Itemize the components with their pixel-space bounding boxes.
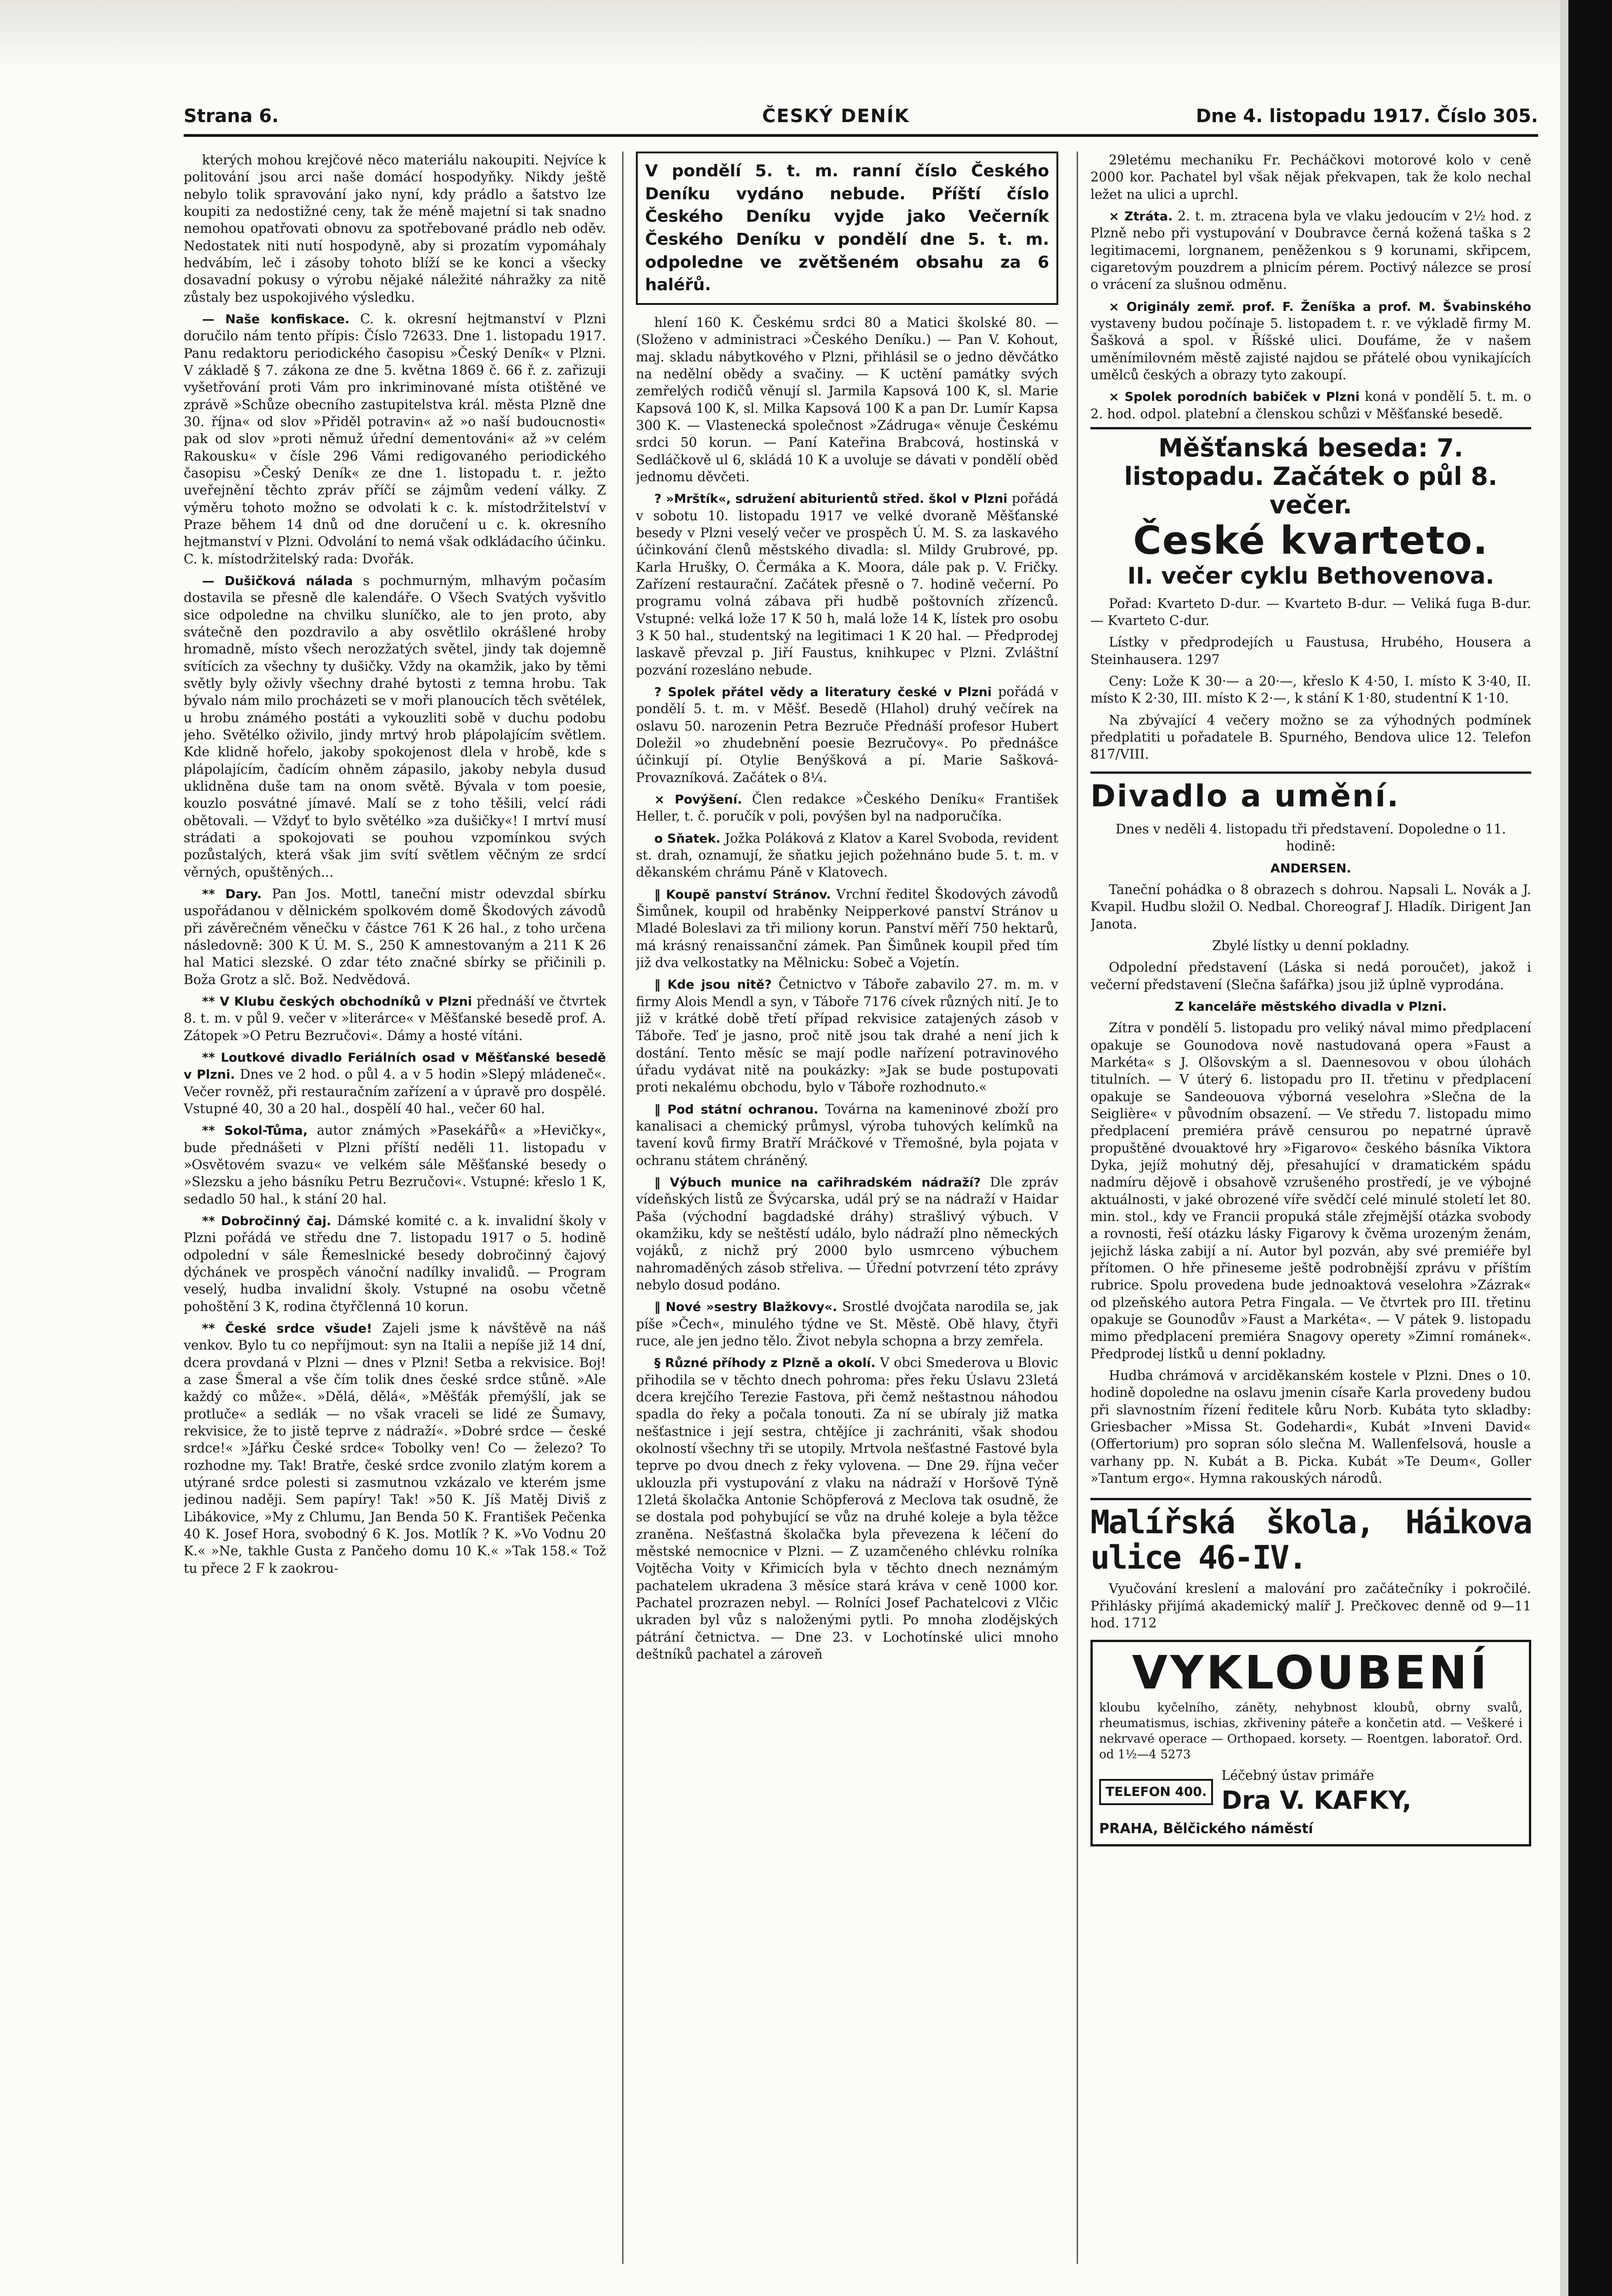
article-text: přednáší ve čtvrtek 8. t. m. v půl 9. večer v »literárce« v Měšťanské besedě prof. A. Zátopek »O Petru Bezručovi«. Dámy a hosté vítáni. [184,993,606,1043]
article-dobrocinny-caj [184,1212,606,1315]
scan-top-shade [0,0,1561,69]
article-paragraph: hlení 160 K. Českému srdci 80 a Matici školské 80. — (Složeno v administraci »Českého Deníku.) — Pan V. Kohout, maj. skladu nábytkového v Plzni, přihlásil se o jedno děvčátko na nedělní obědy a svačiny. — K uctění památky svých zemřelých rodičů věnují sl. Jarmila Kapsová 100 K, sl. Marie Kapsová 100 K, sl. Milka Kapsová 100 K a pan Dr. Lumír Kapsa 300 K. — Vlastenecká společnost »Zádruga« věnuje Českému srdci 50 korun. — Paní Kateřina Brabcová, hostinská v Sedláčkově ul 6, skládá 10 K a uvoluje se dávati v pondělí oběd jednomu děvčeti. [636,315,1058,484]
article-heading: ** Dary. [202,887,262,901]
column-1 [184,152,606,2264]
article-text: C. k. okresní hejtmanství v Plzni doručilo nám tento přípis: Číslo 72633. Dne 1. listopadu 1917. Panu redaktoru periodického časopisu »Český Deník« v Plzni. V základě § 7. zákona ze dne 5. května 1869 č. 66 ř. z. zařizuji vyšetřování proti Vám pro inkriminované místa otištěné ve zprávě »Schůze obecního zastupitelstva král. města Plzně dne 30. října« od slov »Přiděl potravin« až »o naší budoucnosti« pak od slov »proti němuž úřední dementováni« až »v celém Rakousku« v čísle 296 Vámi redigovaného periodického časopisu »Český Deník« ze dne 1. listopadu t. r. ježto uveřejnění těchto zpráv příčí se zájmům vedení války. Z výměru tohoto možno se odvolati k c. k. místodržitelství v Praze během 14 dnů od dne doručení u c. k. okresního hejtmanství v Plzni. Odvolání to nemá však odkládacího účinku. C. k. místodržitelský rada: Dvořák. [184,311,606,567]
play-title: ANDERSEN. [1270,861,1351,876]
article-spolek-babicek [1090,388,1531,422]
clinic-label: Léčebný ústav primáře [1221,1768,1374,1784]
article-heading: Z kanceláře městského divadla v Plzni. [1174,1000,1447,1014]
article-heading: ** Dobročinný čaj. [202,1214,331,1228]
article-naše-konfiskace [184,310,606,568]
concert-tickets: Lístky v předprodejích u Faustusa, Hrubého, Housera a Steinhausera. 1297 [1090,635,1531,667]
article-text: 2. t. m. ztracena byla ve vlaku jedoucím v 2½ hod. z Plzně nebo při vystupování v Doubravce černá kožená taška s 2 legitimacemi, lorgnanem, peněženkou s 9 korunami, skřipcem, cigaretovým pouzdrem a plnicím pérem. Poctivý nálezce se prosí o vrácení za slušnou odměnu. [1090,208,1531,293]
theatre-tickets: Zbylé lístky u denní pokladny. [1212,938,1410,954]
clinic-ad-text: kloubu kyčelního, záněty, nehybnost kloubů, obrny svalů, rheumatismus, ischias, zkřiveniny páteře a končetin atd. — Veškeré i nekrvavé operace — Orthopaed. korsety. — Roentgen. laboratoř. Ord. od 1½—4 5273 [1099,1701,1522,1761]
page-number: Strana 6. [184,106,279,127]
article-heading: ** Loutkové divadlo Feriálních osad v Měšťanské besedě v Plzni. [184,1050,606,1082]
theatre-intro: Dnes v neděli 4. listopadu tři představení. Dopoledne o 11. hodině: [1115,822,1506,854]
article-heading: × Spolek porodních babiček v Plzni [1109,390,1360,405]
clinic-doctor: Dra V. KAFKY, [1221,1785,1412,1815]
theatre-soldout: Odpolední představení (Láska si nedá poroučet), jakož i večerní představení (Slečna šafářka) jsou již úplně vyprodána. [1090,960,1531,992]
theatre-play-desc: Taneční pohádka o 8 obrazech s dohrou. Napsali L. Novák a J. Kvapil. Hudbu složil O. Nedbal. Choreograf J. Hladík. Dirigent Jan Janota. [1090,882,1531,932]
article-text: Vrchní ředitel Škodových závodů Šimůnek, koupil od hraběnky Neipperkové panství Stránov u Mladé Boleslavi za tři miliony korun. Panství měří 750 hektarů, má krásný renaissanční zámek. Pan Šimůnek koupil před tím již dva velkostatky na Mělnicku: Sobeč a Vojetín. [636,886,1058,970]
article-text: Dámské komité c. a k. invalidní školy v Plzni pořádá ve středu dne 7. listopadu 1917 o 5. hodině odpolední v sále Řemeslnické besedy dobročinný čajový dýchánek ve prospěch vánoční nadílky invalidů. — Program veselý, hudba invalidní školy. Vstupné na osobu včetně pohoštění 3 K, rodina čtyřčlenná 10 korun. [184,1213,606,1314]
article-kde-jsou-nite [636,976,1058,1096]
article-heading: § Různé příhody z Plzně a okolí. [654,1356,876,1371]
article-text: pořádá v sobotu 10. listopadu 1917 ve velké dvoraně Měšťanské besedy v Plzni veselý večer ve prospěch Ú. M. S. za laskavého účinkování členů městského divadla: sl. Mildy Grubrové, pp. Karla Hrušky, O. Čermáka a K. Moora, dále pak p. V. Fričky. Zařízení restaurační. Začátek přesně o 7. hodině večerní. Po programu volná zábava při hudbě poštovních zřízenců. Vstupné: velká lože 17 K 50 h, malá lože 14 K, lístek pro osobu 3 K 50 hal., studentský na legitimaci 1 K 20 hal. — Předprodej laskavě převzal p. Jiří Faustus, knihkupec v Plzni. Zvláštní pozvání rozesláno nebude. [636,491,1058,678]
article-dušičková-nálada [184,572,606,881]
concert-ad-subtitle: II. večer cyklu Bethovenova. [1127,562,1494,589]
clinic-address: PRAHA, Bělčického náměstí [1099,1820,1313,1837]
painting-school-ad-text: Vyučování kreslení a malování pro začátečníky i pokročilé. Přihlásky přijímá akademický malíř J. Prečkovec denně od 9—11 hod. 1712 [1090,1581,1531,1631]
notice-box: V pondělí 5. t. m. ranní číslo Českého Deníku vydáno nebude. Příští číslo Českého Deníku vyjde jako Večerník Českého Deníku v pondělí dne 5. t. m. odpoledne ve zvětšeném obsahu za 6 haléřů. [636,152,1058,305]
issue-date: Dne 4. listopadu 1917. Číslo 305. [1196,106,1538,127]
scan-dark-margin [1568,0,1612,2296]
article-text: Srostlé dvojčata narodila se, jak píše »Čech«, minulého týdne ve St. Městě. Obě hlavy, čtyři ruce, ale jen jedno tělo. Život nebyla schopna a brzy zemřela. [636,1299,1058,1349]
article-heading: o Sňatek. [654,831,721,846]
article-heading: ‖ Kde jsou nitě? [654,978,772,992]
clinic-phone: TELEFON 400. [1099,1779,1213,1805]
article-heading: ‖ Nové »sestry Blažkovy«. [654,1300,837,1315]
column-2 [636,152,1058,2264]
article-heading: ** Sokol-Tůma, [202,1124,308,1138]
article-dary [184,885,606,988]
article-ceske-srdce [184,1320,606,1577]
article-paragraph: 29letému mechaniku Fr. Pecháčkovi motorové kolo v ceně 2000 kor. Pachatel byl však nějak překvapen, tak že kolo nechal ležet na ulici a uprchl. [1090,152,1531,202]
article-text: vystaveny budou počínaje 5. listopadem t. r. ve výkladě firmy M. Šašková a spol. v Říšské ulici. Doufáme, že v našem uměnímilovném městě zajisté najdou se přátelé obou vynikajících umělců českých a obrazy tyto zakoupí. [1090,316,1531,383]
section-title-theatre: Divadlo a umění. [1090,771,1531,816]
column-3 [1090,152,1531,2264]
article-loutkove-divadlo [184,1049,606,1117]
article-heading: ‖ Koupě panství Stránov. [654,887,831,902]
clinic-doctor-block [1221,1767,1411,1817]
article-ztrata [1090,208,1531,293]
article-koupe-panstvi [636,886,1058,972]
column-divider [1077,152,1078,2264]
clinic-ad-title: VYKLOUBENÍ [1132,1646,1490,1700]
concert-program: Pořad: Kvarteto D-dur. — Kvarteto B-dur. — Veliká fuga B-dur. — Kvarteto C-dur. [1090,596,1531,629]
article-ruzne-prihody [636,1354,1058,1663]
article-heading: ? »Mrštík«, sdružení abiturientů střed. škol v Plzni [654,492,1008,506]
article-heading: ? Spolek přátel vědy a literatury české v Plzni [654,685,992,699]
scan-edge-gap [1560,0,1568,2296]
newspaper-page [184,106,1538,2287]
article-text: Pan Jos. Mottl, taneční mistr odevzdal sbírku uspořádanou v dělnickém spolkovém domě Škodových závodů při závěrečném věnečku v částce 761 K 26 hal., z toho určena následovně: 300 K Ú. M. S., 250 K amnestovaným a 211 K 26 hal Matici slezské. O zdar této značné sbírky se přičinili p. Boža Grotz a slč. Bož. Nedvědová. [184,886,606,987]
article-heading: ‖ Pod státní ochranou. [654,1102,819,1117]
article-spolek-pratel-vedy [636,683,1058,786]
theatre-play-title [1090,860,1531,877]
concert-ad-title: České kvarteto. [1133,518,1489,563]
newspaper-title: ČESKÝ DENÍK [762,106,910,127]
article-heading: × Originály zemř. prof. F. Ženíška a prof. M. Švabinského [1109,299,1531,314]
article-klub-obchodniku [184,993,606,1044]
article-text: Dle zpráv vídeňských listů ze Švýcarska, udál prý se na nádraží v Haidar Paša (východní bagdadské dráhy) strašlivý výbuch. V okamžiku, kdy se neštěstí událo, bylo nádraží plno německých vojáků, z nichž prý 2000 bylo usmrceno výbuchem nahromaděných zásob střeliva. — Úřední potvrzení této zprávy nebylo dosud podáno. [636,1175,1058,1293]
article-sestry-blazkovy [636,1298,1058,1350]
article-heading: — Naše konfiskace. [202,312,350,326]
article-vybuch-munice [636,1174,1058,1294]
theatre-office-heading [1090,998,1531,1015]
article-text: Četnictvo v Táboře zabavilo 27. m. m. v firmy Alois Mendl a syn, v Táboře 7176 cívek různých nití. Je to již v krátké době třetí případ rekvisice zatajených zásob v Táboře. Teď je jasno, proč nitě jsou tak drahé a není jich k dostání. Tento měsíc se mají podle nařízení potravinového úřadu vydávat nitě na poukázky: »Jak se bude postupovati proti nekalému obchodu, bylo v Táboře rozhodnuto.« [636,977,1058,1095]
concert-ad-date: Měšťanská beseda: 7. listopadu. Začátek o půl 8. večer. [1124,433,1498,520]
article-snatek [636,830,1058,881]
article-text: Člen redakce »Českého Deníku« František Heller, t. č. poručík v poli, povýšen byl na nadporučíka. [636,791,1058,824]
article-text: Zajeli jsme k návštěvě na náš venkov. Bylo tu co nepříjmout: syn na Italii a nepíše již 14 dní, dcera provdaná v Plzni — dnes v Plzni! Setba a rekvisice. Boj! a zase Šmeral a vše čím tolik dnes české srdce stůně. »Ale každý co může«. »Dělá, dělá«, »Měšťák přemýšlí, jak se protluče« a sedlák — no však vraceli se lidé ze Šumavy, rekvisice, že to jistě teprve z nádraží«. »Dobré srdce — české srdce!« »Jářku České srdce« Tobolky ven! Co — železo? To rozhodne my. Tak! Bratře, české srdce zvonilo zlatým korem a utýrané srdce polesti si zasmutnou vzkázalo ve kterém jsme jedinou naději. Sem papíry! Tak! »50 K. Jíš Matěj Diviš z Libákovice, »My z Chlumu, Jan Benda 50 K. František Pečenka 40 K. Josef Hora, svobodný 6 K. Jos. Motlík ? K. »Vo Vodnu 20 K.« »Ne, takhle Gusta z Pančeho domu 10 K.« »Tak 158.« Tož tu přece 2 F k zaokrou- [184,1320,606,1576]
article-sokol-tuma [184,1122,606,1208]
concert-prices: Ceny: Lože K 30·— a 20·—, křeslo K 4·50, I. místo K 3·40, II. místo K 2·30, III. místo K 2·—, k stání K 1·80, studentní K 1·10. [1090,674,1531,706]
article-text: Továrna na kameninové zboží pro kanalisaci a chemický průmysl, výroba tuhových kelímků na tavení kovů firmy Bratří Mráčkové v Třemošné, byla pojata v ochranu státem chráněný. [636,1101,1058,1168]
theatre-program: Zítra v pondělí 5. listopadu pro veliký nával mimo předplacení opakuje se Gounodova nově nastudovaná opera »Faust a Markéta« s J. Olšovským a sl. Daennesovou v obou úlohách titulních. — V úterý 6. listopadu pro II. třetinu v předplacení opakuje se Sandeouova výborná veselohra »Slečna de la Seiglière« v původním obsazení. — Ve středu 7. listopadu mimo předplacení premiéra právě censurou po nepatrné úpravě propuštěné dvouaktové hry »Figarovo« českého básníka Viktora Dyka, jejíž mohutný děj, přesahující v dramatickém spádu nadmíru dějově i obsahově vzrušeného prostředí, je ve výbojné aktuálnosti, v jaké obrozené víře svědčí celé minulé století let 80. min. stol., kdy ve Francii propuká stále zřejmější otázka svobody a rovnosti, řeší otázku lásky Figarovy k čvěma urozeným ženám, jejichž láska zabijí a ní. Autor byl pozván, aby své premiéře byl přítomen. O hře přineseme ještě podrobnější zprávu v příštím rubrice. Spolu provedena bude jednoaktová veselohra »Zázrak« od plzeňského autora Petra Fingala. — Ve čtvrtek pro III. třetinu opakuje se Gounodův »Faust a Markéta«. — V pátek 9. listopadu mimo předplacení premiéra Snagovy operety »Zimní románek«. Předprodej lístků u denní pokladny. [1090,1020,1531,1362]
article-heading: × Ztráta. [1109,209,1173,224]
church-music: Hudba chrámová v arciděkanském kostele v Plzni. Dnes o 10. hodině dopoledne na oslavu jmenin císaře Karla provedeny budou při slavnostním řízení ředitele kůru Norb. Kubáta tyto skladby: Griesbacher »Missa St. Godehardi«, Kubát »Inveni David« (Offertorium) pro sopran sólo slečna M. Wallenfelsová, housle a varhany pp. N. Kubát a B. Picka. Kubát »Te Deum«, Goller »Tantum ergo«. Hymna rakouských národů. [1090,1368,1531,1486]
article-heading: ** V Klubu českých obchodníků v Plzni [202,994,472,1009]
column-divider [622,152,623,2264]
masthead [184,106,1538,133]
article-povyseni [636,791,1058,825]
masthead-rule [184,134,1538,137]
article-heading: × Povýšení. [654,792,742,807]
article-paragraph: kterých mohou krejčové něco materiálu nakoupiti. Nejvíce k politování jsou arci naše domácí hospodyňky. Nikdy ještě nebylo tolik spravování jako nyní, kdy prádlo a šatstvo lze koupiti za nedostižné ceny, tak že méně majetní si tak snadno nemohou opatřovati obnovu za spotřebované prádlo neb oděv. Nedostatek niti nutí hospodyně, aby si prozatím vypomáhaly hedvábím, leč i zásoby tohoto blíží se ke konci a všecky dosavadní pokusy o výrobu nějaké náležité náhražky za nitě zůstaly bez uspokojivého výsledku. [184,152,606,305]
article-text: Jožka Poláková z Klatov a Karel Svoboda, revident st. drah, oznamují, že sňatku jejich požehnáno bude 5. t. m. v děkanském chrámu Páně v Klatovech. [636,830,1058,880]
clinic-ad [1090,1640,1531,1846]
article-heading: — Dušičková nálada [202,574,353,588]
article-text: autor známých »Pasekářů« a »Hevičky«, bude přednášeti v Plzni příští neděli 11. listopadu v »Osvětovém svazu« ve velkém sále Měšťanské besedy o »Slezsku a jeho básníku Petru Bezručovi«. Vstupné: křeslo 1 K, sedadlo 50 hal., k stání 20 hal. [184,1123,606,1207]
concert-ad [1090,434,1531,590]
article-text: s pochmurným, mlhavým počasím dostavila se přesně dle kalendáře. O Všech Svatých vyšvitlo sice odpoledne na chvilku sluníčko, ale to jen proto, aby svátečně den pozdravilo a aby osvětlilo okrášlené hroby hromadně, místo všech nerozžatých světel, jindy tak dojemně svítících za všechny ty dušičky. Vždy na okamžik, jako by těmi světly byly oživly všechny drahé bytosti z temna hrobu. Tak bývalo nám milo procházeti se v moři planoucích těch světélek, u hrobu známého postáti a vykouzliti sobě v duchu podobu jeho. Světélko oživilo, jindy mrtvý hrob plápolajícím světlem. Kde klidně hořelo, jakoby spokojenost dlela v hrobě, kde s plápolajícím, čadícím ohněm zápasilo, jakoby nebyla dusud uklidněna duše tam na onom světě. Bývala v tom poesie, kouzlo posvátné jímavé. Malí se z toho těšili, velcí rádi obětovali. — Vždyť to bylo světélko »za dušičky«! I mrtví musí strádati a spokojovati se pouhou vzpomínkou svých pozůstalých, která však jim svítí světlem věčným ze srdcí věrných, opuštěných... [184,573,606,880]
article-heading: ‖ Výbuch munice na cařihradském nádraží? [654,1176,981,1190]
article-text: Dnes ve 2 hod. o půl 4. a v 5 hodin »Slepý mládeneč«. Večer rovněž, při restauračním zařízení a v úpravě pro dospělé. Vstupné 40, 30 a 20 hal., dospělí 40 hal., večer 60 hal. [184,1067,606,1116]
article-text: koná v pondělí 5. t. m. o 2. hod. odpol. platební a členskou schůzi v Měšťanské besedě. [1090,389,1531,422]
painting-school-ad-title: Malířská škola, Háikova ulice 46-IV. [1090,1498,1531,1576]
clinic-ad-footer [1099,1767,1522,1817]
article-originaly [1090,298,1531,384]
article-pod-statni-ochranou [636,1101,1058,1169]
article-text: V obci Smederova u Blovic přihodila se v těchto dnech pohroma: přes řeku Úslavu 23letá dcera krejčího Terezie Fastova, při čemž neštastnou náhodou spadla do řeky a počala tonouti. Za ní se ubíraly již matka nešťastnice i její sestra, chtějíce ji zachrániti, však shodou okolností všechny tři se utopily. Mrtvola nešťastné Fastové byla teprve po dvou dnech z řeky vylovena. — Dne 29. října večer uklouzla při vystupování z vlaku na nádraží v Horšově Týně 12letá školačka Antonie Schöpferová z Meclova tak osudně, že se dostala pod pohybující se vůz na druhé koleje a byla těžce zraněna. Nešťastná školačka byla převezena k léčení do městské nemocnice v Plzni. — Z uzamčeného chlévku rolníka Vojtěcha Voity v Křimicích byla v těchto dnech neznámým pachatelem ukradena 3 měsíce stará kráva v ceně 1000 kor. Pachatel prozrazen nebyl. — Rolníci Josef Pachatelcovi z Vlčic ukraden byl vůz s naloženými pytli. Po mnoha zlodějských pátrání četnictva. — Dne 23. v Lochotínské ulici mnoho deštníků pachatel a zároveň [636,1355,1058,1662]
ad-separator [1090,427,1531,429]
article-text: pořádá v pondělí 5. t. m. v Měšť. Besedě (Hlahol) druhý večírek na oslavu 50. narozenin Petra Bezruče Přednáší profesor Hubert Doležil »o zhudebnění poesie Bezručovy«. Po přednášce účinkují pí. Otylie Benýšková a pí. Marie Sašková-Provazníková. Začátek o 8¼. [636,684,1058,785]
article-heading: ** České srdce všude! [202,1321,372,1336]
concert-subscription: Na zbývající 4 večery možno se za výhodných podmínek předplatiti u pořadatele B. Spurného, Bendova ulice 12. Telefon 817/VIII. [1090,712,1531,762]
article-mrstik [636,490,1058,679]
